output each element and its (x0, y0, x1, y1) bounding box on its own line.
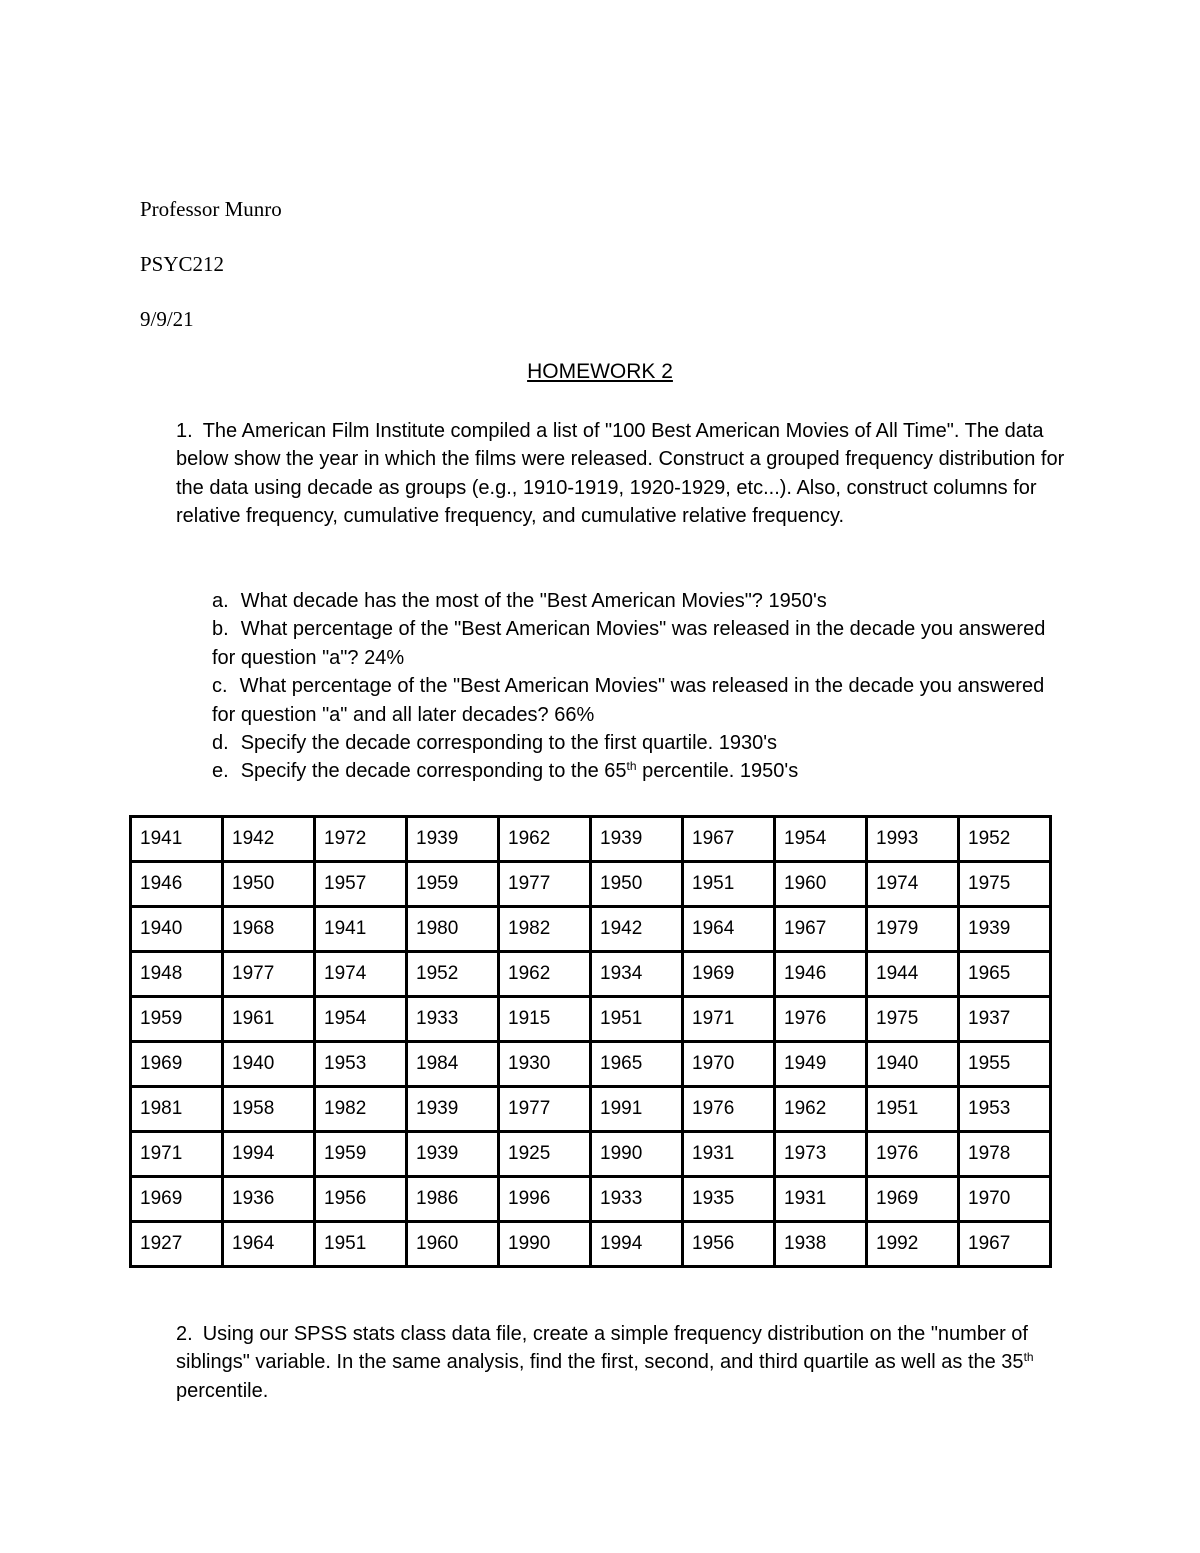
table-cell: 1946 (775, 952, 867, 997)
table-cell: 1976 (867, 1132, 959, 1177)
subquestion-b-text: What percentage of the "Best American Movies" was released in the decade you answered for question "a"? 24% (212, 618, 1046, 669)
table-cell: 1939 (407, 817, 499, 862)
table-cell: 1951 (867, 1087, 959, 1132)
subquestion-b (212, 615, 1072, 672)
table-cell: 1933 (407, 997, 499, 1042)
table-cell: 1970 (683, 1042, 775, 1087)
table-row (131, 1177, 1051, 1222)
table-cell: 1952 (959, 817, 1051, 862)
table-cell: 1969 (683, 952, 775, 997)
table-cell: 1934 (591, 952, 683, 997)
table-cell: 1969 (867, 1177, 959, 1222)
table-cell: 1939 (591, 817, 683, 862)
table-cell: 1951 (315, 1222, 407, 1267)
table-cell: 1965 (959, 952, 1051, 997)
subquestion-a-letter: a. (212, 590, 229, 612)
subquestion-c (212, 672, 1072, 729)
table-cell: 1941 (315, 907, 407, 952)
subquestion-d-letter: d. (212, 732, 229, 755)
table-cell: 1942 (591, 907, 683, 952)
table-cell: 1927 (131, 1222, 223, 1267)
table-cell: 1978 (959, 1132, 1051, 1177)
table-cell: 1973 (775, 1132, 867, 1177)
table-cell: 1951 (591, 997, 683, 1042)
table-cell: 1937 (959, 997, 1051, 1042)
table-cell: 1962 (499, 952, 591, 997)
table-cell: 1956 (683, 1222, 775, 1267)
table-cell: 1940 (223, 1042, 315, 1087)
table-cell: 1977 (223, 952, 315, 997)
subquestion-c-letter: c. (212, 675, 228, 698)
table-cell: 1942 (223, 817, 315, 862)
table-cell: 1954 (775, 817, 867, 862)
table-cell: 1915 (499, 997, 591, 1042)
professor-name: Professor Munro (140, 197, 282, 221)
table-cell: 1925 (499, 1132, 591, 1177)
table-cell: 1930 (499, 1042, 591, 1087)
page-title: HOMEWORK 2 (527, 360, 673, 383)
subquestion-e-letter: e. (212, 760, 229, 783)
table-cell: 1939 (407, 1087, 499, 1132)
table-cell: 1969 (131, 1042, 223, 1087)
table-cell: 1950 (591, 862, 683, 907)
table-row (131, 1042, 1051, 1087)
table-row (131, 862, 1051, 907)
table-cell: 1936 (223, 1177, 315, 1222)
table-cell: 1969 (131, 1177, 223, 1222)
table-cell: 1975 (959, 862, 1051, 907)
table-cell: 1956 (315, 1177, 407, 1222)
table-cell: 1967 (959, 1222, 1051, 1267)
table-cell: 1970 (959, 1177, 1051, 1222)
question-2-text: Using our SPSS stats class data file, create a simple frequency distribution on the "number of siblings" variable. In the same analysis, find the first, second, and third quartile as well as the 35 (176, 1323, 1028, 1374)
table-cell: 1931 (775, 1177, 867, 1222)
table-cell: 1962 (775, 1087, 867, 1132)
table-cell: 1990 (499, 1222, 591, 1267)
table-cell: 1974 (315, 952, 407, 997)
table-row (131, 1087, 1051, 1132)
table-cell: 1950 (223, 862, 315, 907)
question-2-number: 2. (176, 1323, 193, 1345)
table-cell: 1976 (775, 997, 867, 1042)
table-cell: 1959 (131, 997, 223, 1042)
table-cell: 1953 (959, 1087, 1051, 1132)
question-2-superscript: th (1023, 1350, 1034, 1365)
table-cell: 1982 (499, 907, 591, 952)
table-cell: 1941 (131, 817, 223, 862)
table-row (131, 1222, 1051, 1267)
subquestion-d (212, 729, 1072, 757)
table-cell: 1938 (775, 1222, 867, 1267)
table-row (131, 997, 1051, 1042)
table-cell: 1982 (315, 1087, 407, 1132)
question-2 (176, 1320, 1076, 1405)
table-cell: 1935 (683, 1177, 775, 1222)
table-cell: 1955 (959, 1042, 1051, 1087)
course-code: PSYC212 (140, 252, 225, 276)
table-cell: 1986 (407, 1177, 499, 1222)
subquestion-b-letter: b. (212, 618, 229, 641)
table-cell: 1964 (683, 907, 775, 952)
table-cell: 1954 (315, 997, 407, 1042)
question-1-number: 1. (176, 420, 193, 442)
table-cell: 1979 (867, 907, 959, 952)
table-cell: 1958 (223, 1087, 315, 1132)
release-years-table (129, 815, 1052, 1268)
table-cell: 1940 (131, 907, 223, 952)
table-row (131, 907, 1051, 952)
subquestion-e-superscript: th (626, 759, 637, 774)
table-cell: 1961 (223, 997, 315, 1042)
table-cell: 1931 (683, 1132, 775, 1177)
assignment-date: 9/9/21 (140, 307, 194, 331)
table-cell: 1967 (683, 817, 775, 862)
table-row (131, 817, 1051, 862)
table-cell: 1994 (591, 1222, 683, 1267)
table-cell: 1991 (591, 1087, 683, 1132)
subquestion-e (212, 757, 1072, 785)
table-cell: 1944 (867, 952, 959, 997)
table-cell: 1990 (591, 1132, 683, 1177)
question-1 (176, 417, 1076, 531)
question-2-text-end: percentile. (176, 1379, 269, 1402)
table-cell: 1933 (591, 1177, 683, 1222)
table-cell: 1996 (499, 1177, 591, 1222)
subquestion-c-text: What percentage of the "Best American Movies" was released in the decade you answered for question "a" and all later decades? 66% (212, 675, 1045, 726)
table-cell: 1960 (775, 862, 867, 907)
table-cell: 1959 (315, 1132, 407, 1177)
table-cell: 1939 (407, 1132, 499, 1177)
question-1-subquestions (212, 587, 1072, 786)
table-cell: 1965 (591, 1042, 683, 1087)
table-cell: 1964 (223, 1222, 315, 1267)
subquestion-d-text: Specify the decade corresponding to the first quartile. 1930's (240, 732, 778, 755)
release-years-table-body (131, 817, 1051, 1267)
table-cell: 1975 (867, 997, 959, 1042)
table-cell: 1959 (407, 862, 499, 907)
table-cell: 1960 (407, 1222, 499, 1267)
table-cell: 1951 (683, 862, 775, 907)
table-cell: 1976 (683, 1087, 775, 1132)
subquestion-a-text: What decade has the most of the "Best American Movies"? 1950's (240, 590, 827, 612)
table-cell: 1984 (407, 1042, 499, 1087)
table-cell: 1952 (407, 952, 499, 997)
table-cell: 1968 (223, 907, 315, 952)
table-row (131, 1132, 1051, 1177)
question-1-text: The American Film Institute compiled a list of "100 Best American Movies of All Time". The data below show the year in which the films were released. Construct a grouped frequency distribution for the data using decade as groups (e.g., 1910-1919, 1920-1929, etc...). Also, construct columns for relative frequency, cumulative frequency, and cumulative relative frequency. (176, 420, 1065, 528)
table-cell: 1967 (775, 907, 867, 952)
table-cell: 1949 (775, 1042, 867, 1087)
subquestion-a (212, 587, 1072, 615)
table-cell: 1972 (315, 817, 407, 862)
subquestion-e-text-end: percentile. 1950's (636, 760, 799, 783)
table-cell: 1957 (315, 862, 407, 907)
table-cell: 1977 (499, 862, 591, 907)
table-cell: 1981 (131, 1087, 223, 1132)
subquestion-e-text: Specify the decade corresponding to the 65 (240, 760, 627, 783)
table-cell: 1948 (131, 952, 223, 997)
table-cell: 1971 (683, 997, 775, 1042)
table-cell: 1994 (223, 1132, 315, 1177)
table-cell: 1946 (131, 862, 223, 907)
table-cell: 1974 (867, 862, 959, 907)
table-cell: 1992 (867, 1222, 959, 1267)
table-cell: 1939 (959, 907, 1051, 952)
table-cell: 1971 (131, 1132, 223, 1177)
table-cell: 1953 (315, 1042, 407, 1087)
table-cell: 1980 (407, 907, 499, 952)
table-row (131, 952, 1051, 997)
table-cell: 1977 (499, 1087, 591, 1132)
table-cell: 1993 (867, 817, 959, 862)
table-cell: 1962 (499, 817, 591, 862)
table-cell: 1940 (867, 1042, 959, 1087)
